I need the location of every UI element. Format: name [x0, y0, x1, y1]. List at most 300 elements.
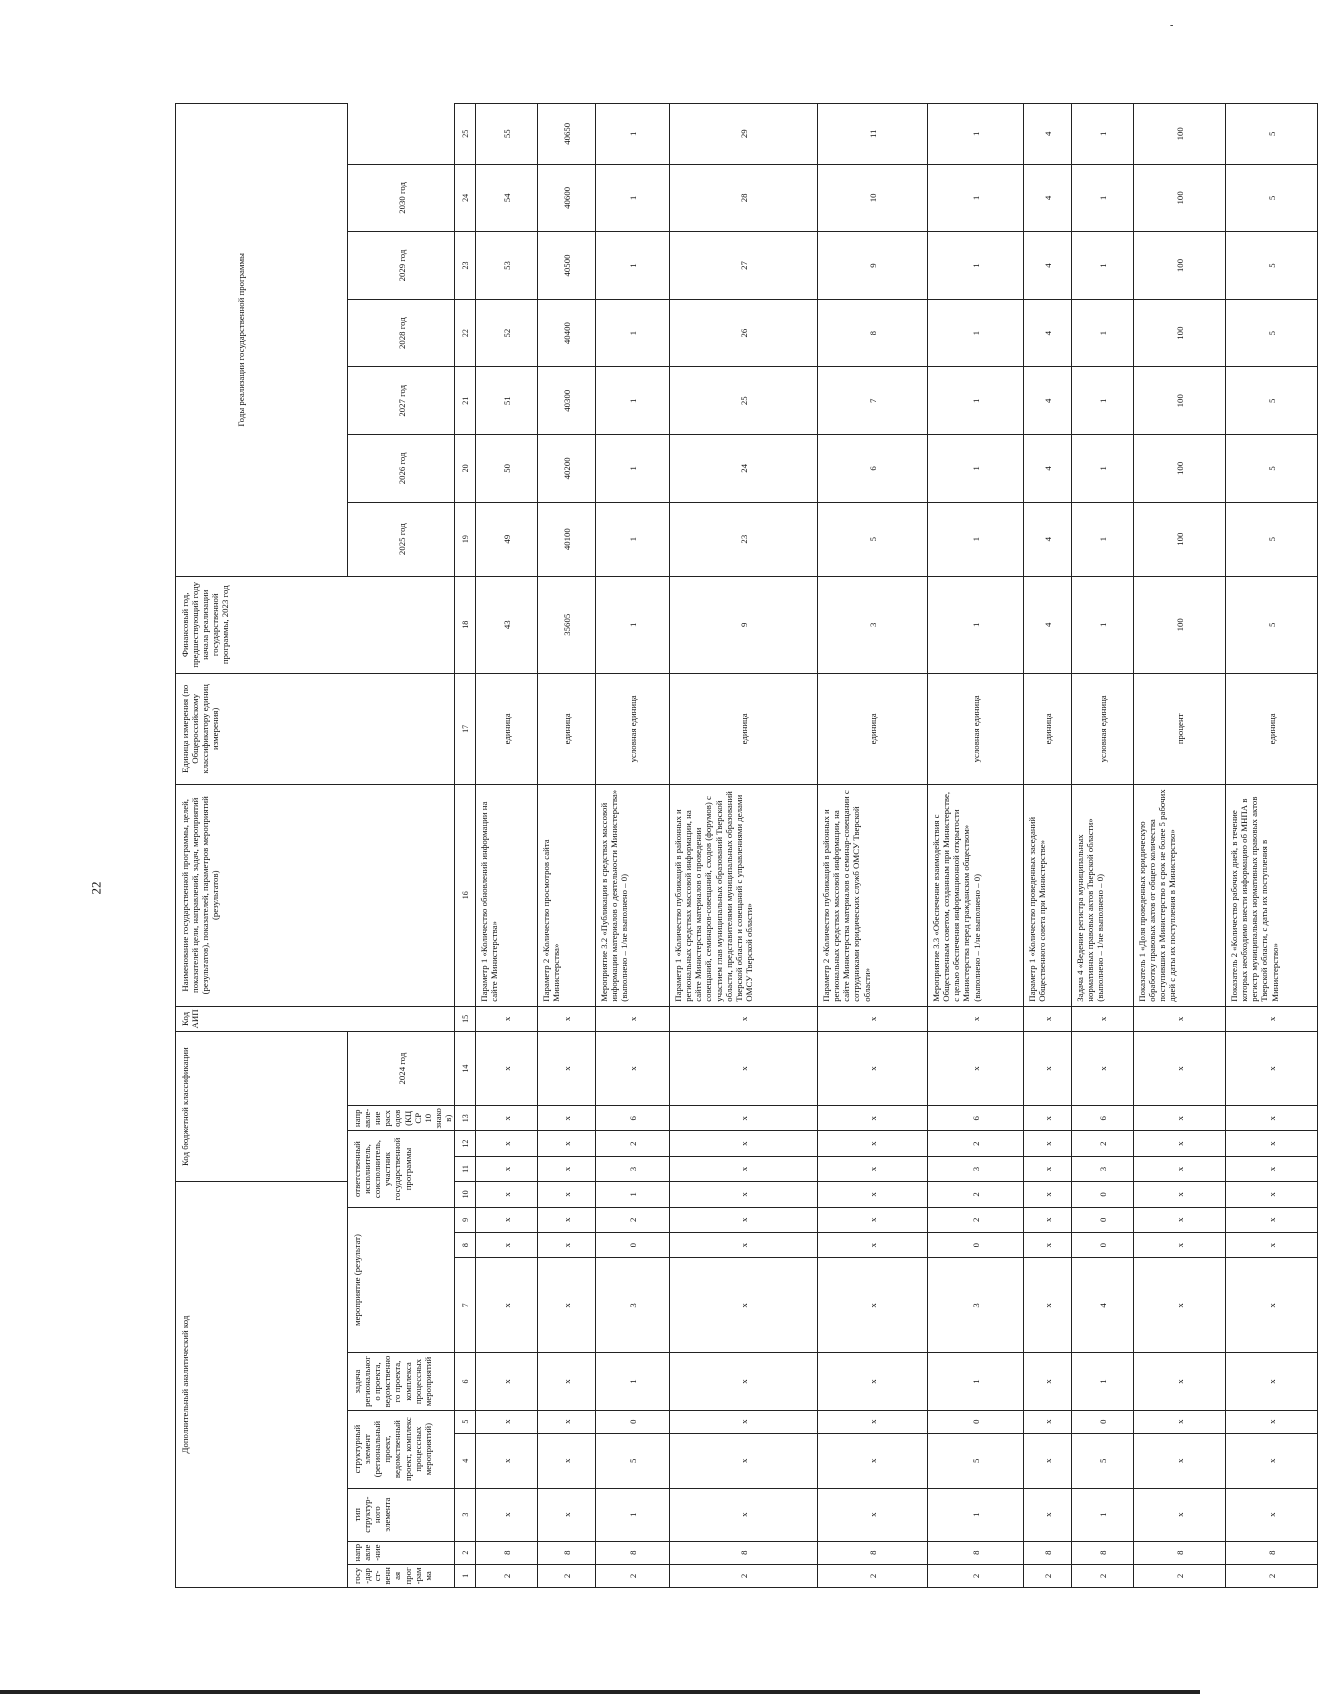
code-cell: 0	[1072, 1410, 1134, 1433]
row-year-value: 4	[1024, 435, 1072, 503]
column-number: 10	[455, 1182, 476, 1207]
code-cell: 8	[928, 1541, 1024, 1564]
code-cell: х	[538, 1232, 596, 1257]
code-cell: х	[538, 1182, 596, 1207]
code-cell: 6	[596, 1106, 670, 1131]
row-year-value: 100	[1134, 435, 1226, 503]
code-cell: х	[476, 1131, 538, 1156]
code-cell: 2	[928, 1131, 1024, 1156]
code-cell: х	[818, 1258, 928, 1353]
table-row	[596, 104, 670, 1588]
code-cell: 1	[596, 1182, 670, 1207]
column-number: 4	[455, 1433, 476, 1488]
code-cell: х	[818, 1433, 928, 1488]
code-cell: 8	[596, 1541, 670, 1564]
row-unit: единица	[476, 673, 538, 784]
column-number: 20	[455, 435, 476, 503]
row-base-value: 100	[1134, 576, 1226, 673]
header-year-2027: 2027 год	[348, 367, 455, 435]
code-cell: х	[1134, 1353, 1226, 1410]
code-cell: 6	[1072, 1106, 1134, 1131]
row-year-value: 50	[476, 435, 538, 503]
row-unit: условная единица	[928, 673, 1024, 784]
code-cell: х	[1134, 1410, 1226, 1433]
row-year-value: 1	[1072, 299, 1134, 367]
rotated-table-container	[175, 103, 1280, 1588]
code-cell: х	[1134, 1106, 1226, 1131]
code-cell: х	[1024, 1006, 1072, 1031]
page-number: 22	[88, 881, 104, 895]
header-dop-code: Дополнительный аналитический код	[176, 1182, 348, 1588]
table-body	[476, 104, 1318, 1588]
table-row	[1072, 104, 1134, 1588]
row-base-value: 9	[670, 576, 818, 673]
row-unit: условная единица	[1072, 673, 1134, 784]
row-year-value: 26	[670, 299, 818, 367]
header-aip: Код АИП	[176, 1006, 455, 1031]
code-cell: 8	[1072, 1541, 1134, 1564]
code-cell: 0	[1072, 1207, 1134, 1232]
bottom-scan-border	[0, 1690, 1200, 1694]
header-year-2024: 2024 год	[348, 1032, 455, 1106]
row-year-value: 1	[1072, 367, 1134, 435]
table-row	[476, 104, 538, 1588]
code-cell: х	[538, 1006, 596, 1031]
column-number: 1	[455, 1564, 476, 1587]
row-name: Параметр 1 «Количество публикаций в районных и региональных средствах массовой информации, на сайте Министерства материалов о проведении совещаний, семинаров-совещаний, сходов (форумов) с участием глав муниципальных образований Тверской области, представителями муниципальных образований Тверской области и совещаний с управлениями делами ОМСУ Тверской области»	[670, 784, 818, 1006]
code-cell: х	[476, 1182, 538, 1207]
code-cell: х	[476, 1410, 538, 1433]
code-cell: 8	[1134, 1541, 1226, 1564]
code-cell: х	[538, 1131, 596, 1156]
code-cell: х	[1024, 1353, 1072, 1410]
code-cell: 2	[928, 1564, 1024, 1587]
row-year-value: 1	[928, 232, 1024, 300]
code-cell: х	[538, 1410, 596, 1433]
code-cell: х	[1226, 1131, 1318, 1156]
code-cell: 0	[596, 1232, 670, 1257]
code-cell: 2	[928, 1182, 1024, 1207]
code-cell: х	[670, 1182, 818, 1207]
code-cell: х	[596, 1006, 670, 1031]
row-year-value: 53	[476, 232, 538, 300]
column-number: 12	[455, 1131, 476, 1156]
table-row	[818, 104, 928, 1588]
code-cell: х	[818, 1006, 928, 1031]
row-base-value: 1	[1072, 576, 1134, 673]
code-cell: 2	[1024, 1564, 1072, 1587]
row-year-value: 4	[1024, 104, 1072, 165]
code-cell: 8	[818, 1541, 928, 1564]
column-number: 17	[455, 673, 476, 784]
code-cell: 0	[1072, 1182, 1134, 1207]
row-year-value: 40100	[538, 502, 596, 576]
code-cell: х	[670, 1106, 818, 1131]
column-number: 9	[455, 1207, 476, 1232]
row-year-value: 51	[476, 367, 538, 435]
code-cell: х	[1024, 1410, 1072, 1433]
column-number: 13	[455, 1106, 476, 1131]
code-cell: х	[1226, 1488, 1318, 1541]
row-unit: процент	[1134, 673, 1226, 784]
row-unit: единица	[818, 673, 928, 784]
code-cell: 2	[596, 1131, 670, 1156]
code-cell: х	[476, 1106, 538, 1131]
row-base-value: 4	[1024, 576, 1072, 673]
code-cell: х	[928, 1006, 1024, 1031]
row-name: Задача 4 «Ведение регистра муниципальных нормативных правовых актов Тверской области» (выполнено – 1/не выполнено – 0)	[1072, 784, 1134, 1006]
header-ed-izm: Единица измерения (по Общероссийскому классификатору единиц измерения)	[176, 673, 455, 784]
code-cell: 5	[596, 1433, 670, 1488]
code-cell: 2	[670, 1564, 818, 1587]
code-cell: х	[1226, 1207, 1318, 1232]
code-cell: 8	[670, 1541, 818, 1564]
row-year-value: 100	[1134, 502, 1226, 576]
code-cell: х	[1024, 1433, 1072, 1488]
row-year-value: 40500	[538, 232, 596, 300]
table-row	[1226, 104, 1318, 1588]
code-cell: х	[1226, 1433, 1318, 1488]
code-cell: х	[928, 1032, 1024, 1106]
column-number: 15	[455, 1006, 476, 1031]
code-cell: х	[538, 1106, 596, 1131]
row-year-value: 6	[818, 435, 928, 503]
code-cell: х	[538, 1433, 596, 1488]
row-name: Показатель 1 «Доля проведенных юридическую обработку правовых актов от общего количества поступивших в Министерство в срок не более 5 рабочих дней с даты их поступления в Министерство»	[1134, 784, 1226, 1006]
code-cell: х	[476, 1156, 538, 1181]
code-cell: х	[818, 1032, 928, 1106]
code-cell: х	[1134, 1488, 1226, 1541]
code-cell: х	[670, 1353, 818, 1410]
code-cell: 3	[596, 1156, 670, 1181]
code-cell: х	[1134, 1006, 1226, 1031]
table-row	[670, 104, 818, 1588]
row-year-value: 1	[1072, 232, 1134, 300]
code-cell: х	[1072, 1032, 1134, 1106]
row-year-value: 1	[1072, 435, 1134, 503]
code-cell: х	[538, 1353, 596, 1410]
header-napr-rash: направле-ние расходов (КЦСР 10 знаков)	[348, 1106, 455, 1131]
code-cell: х	[1226, 1353, 1318, 1410]
code-cell: х	[1072, 1006, 1134, 1031]
code-cell: х	[670, 1488, 818, 1541]
code-cell: х	[1134, 1131, 1226, 1156]
code-cell: х	[476, 1032, 538, 1106]
header-row-1	[176, 104, 348, 1588]
code-cell: х	[476, 1353, 538, 1410]
code-cell: 2	[818, 1564, 928, 1587]
code-cell: х	[538, 1488, 596, 1541]
code-cell: х	[670, 1006, 818, 1031]
code-cell: х	[596, 1032, 670, 1106]
row-year-value: 1	[596, 502, 670, 576]
row-year-value: 54	[476, 164, 538, 232]
column-number: 19	[455, 502, 476, 576]
row-year-value: 5	[1226, 104, 1318, 165]
code-cell: 2	[1134, 1564, 1226, 1587]
code-cell: 2	[928, 1207, 1024, 1232]
code-cell: х	[818, 1410, 928, 1433]
code-cell: 2	[476, 1564, 538, 1587]
code-cell: х	[818, 1232, 928, 1257]
code-cell: х	[818, 1488, 928, 1541]
code-cell: 1	[928, 1488, 1024, 1541]
column-number: 11	[455, 1156, 476, 1181]
row-unit: единица	[1226, 673, 1318, 784]
row-year-value: 1	[596, 299, 670, 367]
code-cell: 0	[928, 1232, 1024, 1257]
row-year-value: 5	[1226, 435, 1318, 503]
code-cell: х	[1134, 1433, 1226, 1488]
code-cell: х	[476, 1232, 538, 1257]
code-cell: х	[538, 1032, 596, 1106]
column-number: 2	[455, 1541, 476, 1564]
header-fin-god: Финансовый год, предшествующий году начала реализации государственной программы, 2023 год	[176, 576, 455, 673]
row-unit: единица	[670, 673, 818, 784]
code-cell: х	[1024, 1232, 1072, 1257]
code-cell: 3	[1072, 1156, 1134, 1181]
row-year-value: 100	[1134, 104, 1226, 165]
row-year-value: 9	[818, 232, 928, 300]
row-year-value: 40200	[538, 435, 596, 503]
header-napravlenie: направле-ние	[348, 1541, 455, 1564]
row-year-value: 40600	[538, 164, 596, 232]
code-cell: х	[1226, 1006, 1318, 1031]
row-year-value: 4	[1024, 164, 1072, 232]
code-cell: 3	[596, 1258, 670, 1353]
header-gos-prog: госу-дарст-венная прог-рамма	[348, 1564, 455, 1587]
row-year-value: 5	[818, 502, 928, 576]
row-year-value: 1	[928, 435, 1024, 503]
code-cell: х	[670, 1433, 818, 1488]
row-name: Параметр 1 «Количество обновлений информации на сайте Министерства»	[476, 784, 538, 1006]
row-year-value: 100	[1134, 232, 1226, 300]
code-cell: х	[818, 1106, 928, 1131]
row-name: Мероприятие 3.2 «Публикации в средствах массовой информации материалов о деятельности Министерства» (выполнено – 1/не выполнено – 0)	[596, 784, 670, 1006]
header-tip: тип структур-ного элемента	[348, 1488, 455, 1541]
column-number: 16	[455, 784, 476, 1006]
row-year-value: 49	[476, 502, 538, 576]
code-cell: х	[1134, 1258, 1226, 1353]
row-year-value: 1	[596, 164, 670, 232]
row-unit: условная единица	[596, 673, 670, 784]
code-cell: х	[1024, 1131, 1072, 1156]
code-cell: х	[1134, 1182, 1226, 1207]
code-cell: х	[476, 1433, 538, 1488]
row-name: Параметр 1 «Количество проведенных заседаний Общественного совета при Министерстве»	[1024, 784, 1072, 1006]
header-year-2029: 2029 год	[348, 232, 455, 300]
code-cell: х	[476, 1488, 538, 1541]
row-year-value: 5	[1226, 367, 1318, 435]
row-year-value: 1	[1072, 164, 1134, 232]
header-naimen: Наименование государственной программы, целей, показателей цели, направлений, задач, мероприятий (результатов), показателей, параметров мероприятий (результатов)	[176, 784, 455, 1006]
code-cell: х	[818, 1182, 928, 1207]
code-cell: х	[670, 1258, 818, 1353]
row-base-value: 43	[476, 576, 538, 673]
row-year-value: 25	[670, 367, 818, 435]
code-cell: х	[476, 1258, 538, 1353]
row-year-value: 1	[596, 104, 670, 165]
code-cell: 0	[1072, 1232, 1134, 1257]
code-cell: 0	[928, 1410, 1024, 1433]
row-base-value: 3	[818, 576, 928, 673]
code-cell: х	[1024, 1156, 1072, 1181]
table-row	[928, 104, 1024, 1588]
column-number: 24	[455, 164, 476, 232]
row-year-value: 4	[1024, 502, 1072, 576]
code-cell: х	[1134, 1156, 1226, 1181]
code-cell: х	[1134, 1207, 1226, 1232]
code-cell: х	[818, 1207, 928, 1232]
code-cell: 1	[596, 1488, 670, 1541]
column-number: 25	[455, 104, 476, 165]
row-name: Мероприятие 3.3 «Обеспечение взаимодействия с Общественным советом, созданным при Министерстве, с целью обеспечения информационной открытости Министерства перед гражданским обществом» (выполнено – 1/не выполнено – 0)	[928, 784, 1024, 1006]
code-cell: х	[1226, 1106, 1318, 1131]
code-cell: х	[1024, 1106, 1072, 1131]
code-cell: х	[818, 1353, 928, 1410]
row-year-value: 100	[1134, 164, 1226, 232]
column-number: 14	[455, 1032, 476, 1106]
column-number: 22	[455, 299, 476, 367]
column-number: 8	[455, 1232, 476, 1257]
code-cell: 5	[928, 1433, 1024, 1488]
row-year-value: 28	[670, 164, 818, 232]
column-number: 5	[455, 1410, 476, 1433]
code-cell: х	[670, 1156, 818, 1181]
code-cell: х	[670, 1410, 818, 1433]
row-name: Параметр 2 «Количество просмотров сайта Министерства»	[538, 784, 596, 1006]
code-cell: 2	[538, 1564, 596, 1587]
table-row	[538, 104, 596, 1588]
row-year-value: 1	[928, 502, 1024, 576]
code-cell: х	[818, 1131, 928, 1156]
program-table	[175, 103, 1318, 1588]
row-year-value: 4	[1024, 232, 1072, 300]
header-kbk: Код бюджетной классификации	[176, 1032, 348, 1182]
column-number-row	[455, 104, 476, 1588]
code-cell: 1	[1072, 1353, 1134, 1410]
code-cell: 1	[1072, 1488, 1134, 1541]
row-base-value: 35605	[538, 576, 596, 673]
code-cell: х	[670, 1032, 818, 1106]
row-year-value: 5	[1226, 299, 1318, 367]
row-year-value: 27	[670, 232, 818, 300]
code-cell: 1	[928, 1353, 1024, 1410]
column-number: 18	[455, 576, 476, 673]
row-year-value: 55	[476, 104, 538, 165]
row-name: Показатель 2 «Количество рабочих дней, в течение которых необходимо внести информацию об МНПА в регистр муниципальных нормативных правовых актов Тверской области, с даты их поступления в Министерство»	[1226, 784, 1318, 1006]
column-number: 23	[455, 232, 476, 300]
row-year-value: 5	[1226, 164, 1318, 232]
code-cell: х	[1226, 1032, 1318, 1106]
row-unit: единица	[538, 673, 596, 784]
code-cell: х	[1134, 1032, 1226, 1106]
code-cell: 8	[1226, 1541, 1318, 1564]
row-year-value: 7	[818, 367, 928, 435]
code-cell: х	[476, 1006, 538, 1031]
row-unit: единица	[1024, 673, 1072, 784]
column-number: 6	[455, 1353, 476, 1410]
row-year-value: 1	[596, 435, 670, 503]
row-base-value: 5	[1226, 576, 1318, 673]
code-cell: х	[1226, 1156, 1318, 1181]
code-cell: 4	[1072, 1258, 1134, 1353]
row-year-value: 40650	[538, 104, 596, 165]
header-year-2030: 2030 год	[348, 164, 455, 232]
row-year-value: 10	[818, 164, 928, 232]
row-year-value: 4	[1024, 299, 1072, 367]
code-cell: х	[476, 1207, 538, 1232]
code-cell: 2	[596, 1564, 670, 1587]
header-year-2025: 2025 год	[348, 502, 455, 576]
table-row	[1134, 104, 1226, 1588]
code-cell: х	[670, 1207, 818, 1232]
code-cell: 5	[1072, 1433, 1134, 1488]
row-year-value: 1	[1072, 502, 1134, 576]
table-row	[1024, 104, 1072, 1588]
code-cell: х	[538, 1207, 596, 1232]
row-year-value: 1	[596, 232, 670, 300]
code-cell: 2	[1072, 1131, 1134, 1156]
row-year-value: 1	[928, 367, 1024, 435]
column-number: 3	[455, 1488, 476, 1541]
code-cell: х	[1024, 1207, 1072, 1232]
code-cell: х	[1226, 1232, 1318, 1257]
row-year-value: 11	[818, 104, 928, 165]
code-cell: 0	[596, 1410, 670, 1433]
row-base-value: 1	[928, 576, 1024, 673]
row-base-value: 1	[596, 576, 670, 673]
code-cell: 8	[538, 1541, 596, 1564]
code-cell: 6	[928, 1106, 1024, 1131]
code-cell: х	[670, 1232, 818, 1257]
code-cell: 2	[596, 1207, 670, 1232]
row-year-value: 52	[476, 299, 538, 367]
row-year-value: 29	[670, 104, 818, 165]
code-cell: х	[1226, 1258, 1318, 1353]
code-cell: х	[670, 1131, 818, 1156]
row-year-value: 24	[670, 435, 818, 503]
header-otv: ответственный исполнитель, соисполнитель, участник государственной программы	[348, 1131, 455, 1207]
column-number: 7	[455, 1258, 476, 1353]
code-cell: х	[538, 1156, 596, 1181]
row-year-value: 40300	[538, 367, 596, 435]
header-meropr: мероприятие (результат)	[348, 1207, 455, 1353]
header-year-2026: 2026 год	[348, 435, 455, 503]
corner-mark: -	[1170, 20, 1174, 31]
row-year-value: 5	[1226, 502, 1318, 576]
row-year-value: 8	[818, 299, 928, 367]
code-cell: 8	[476, 1541, 538, 1564]
header-year-2028: 2028 год	[348, 299, 455, 367]
header-zadacha: задача регионального проекта, ведомственного проекта, комплекса процессных мероприятий	[348, 1353, 455, 1410]
row-year-value: 1	[928, 104, 1024, 165]
code-cell: 8	[1024, 1541, 1072, 1564]
header-struct-el: структурный элемент (региональный проект, ведомственный проект, комплекс процессных мероприятий)	[348, 1410, 455, 1488]
code-cell: х	[1134, 1232, 1226, 1257]
code-cell: х	[1024, 1182, 1072, 1207]
column-number: 21	[455, 367, 476, 435]
row-year-value: 1	[928, 164, 1024, 232]
row-year-value: 40400	[538, 299, 596, 367]
row-year-value: 23	[670, 502, 818, 576]
row-name: Параметр 2 «Количество публикаций в районных и региональных средствах массовой информации, на сайте Министерства материалов о семинар-совещании с сотрудниками юридических служб ОМСУ Тверской области»	[818, 784, 928, 1006]
code-cell: х	[538, 1258, 596, 1353]
code-cell: 3	[928, 1156, 1024, 1181]
code-cell: 1	[596, 1353, 670, 1410]
code-cell: х	[1226, 1410, 1318, 1433]
code-cell: 2	[1226, 1564, 1318, 1587]
